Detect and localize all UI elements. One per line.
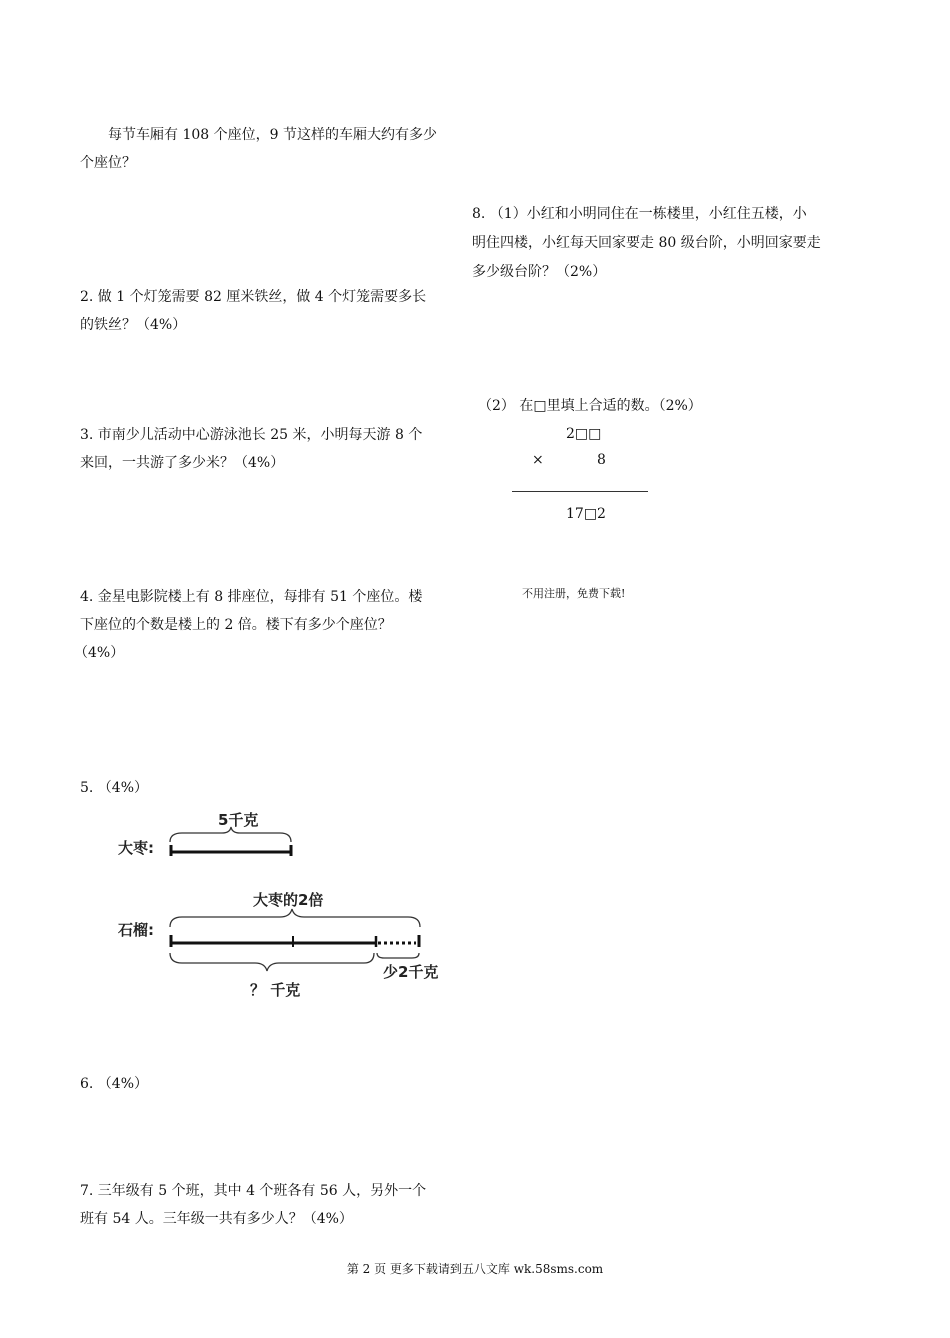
q5-label: 5. （4%） [80,780,149,796]
q8-line1: 8. （1）小红和小明同住在一栋楼里，小红住五楼，小 [472,206,807,222]
q4-line2: 下座位的个数是楼上的 2 倍。楼下有多少个座位？ [80,617,392,633]
q3-line2: 来回，一共游了多少米？（4%） [80,455,285,471]
pomegranate-top-brace [170,909,420,927]
dates-weight-label: 5千克 [218,811,259,829]
q8b-title: （2） 在□里填上合适的数。（2%） [478,398,702,414]
q2-line2: 的铁丝？（4%） [80,317,187,333]
pomegranate-unknown-label: ？ 千克 [250,981,301,999]
q8-line3: 多少级台阶？（2%） [472,264,607,280]
q1-line2: 个座位？ [80,155,136,171]
q4-line3: （4%） [74,645,125,661]
q3-line1: 3. 市南少儿活动中心游泳池长 25 米，小明每天游 8 个 [80,427,423,443]
q8b-result: 17□2 [566,506,606,522]
q4-line1: 4. 金星电影院楼上有 8 排座位，每排有 51 个座位。楼 [80,589,423,605]
q2-line1: 2. 做 1 个灯笼需要 82 厘米铁丝，做 4 个灯笼需要多长 [80,289,427,305]
pomegranate-double-label: 大枣的2倍 [253,891,324,909]
q8-line2: 明住四楼，小红每天回家要走 80 级台阶，小明回家要走 [472,235,821,251]
q7-line1: 7. 三年级有 5 个班，其中 4 个班各有 56 人，另外一个 [80,1183,427,1199]
q6-label: 6. （4%） [80,1076,149,1092]
free-download-note: 不用注册，免费下载! [522,587,626,600]
dates-brace [170,827,291,842]
q8b-result-rule [512,491,648,492]
pomegranate-label: 石榴: [118,921,154,939]
less-label: 少2千克 [383,963,439,981]
q5-line-diagram [110,805,450,1005]
q7-line2: 班有 54 人。三年级一共有多少人？（4%） [80,1211,353,1227]
q8b-multiplicand: 2□□ [566,426,602,442]
q1-line1: 每节车厢有 108 个座位，9 节这样的车厢大约有多少 [108,127,437,143]
q8b-times-sign: × [532,452,544,468]
dates-label: 大枣: [118,839,154,857]
page-footer: 第 2 页 更多下载请到五八文库 wk.58sms.com [346,1262,604,1276]
pomegranate-bottom-brace [170,953,374,971]
less-brace [377,953,419,958]
q8b-multiplier: 8 [597,452,606,468]
